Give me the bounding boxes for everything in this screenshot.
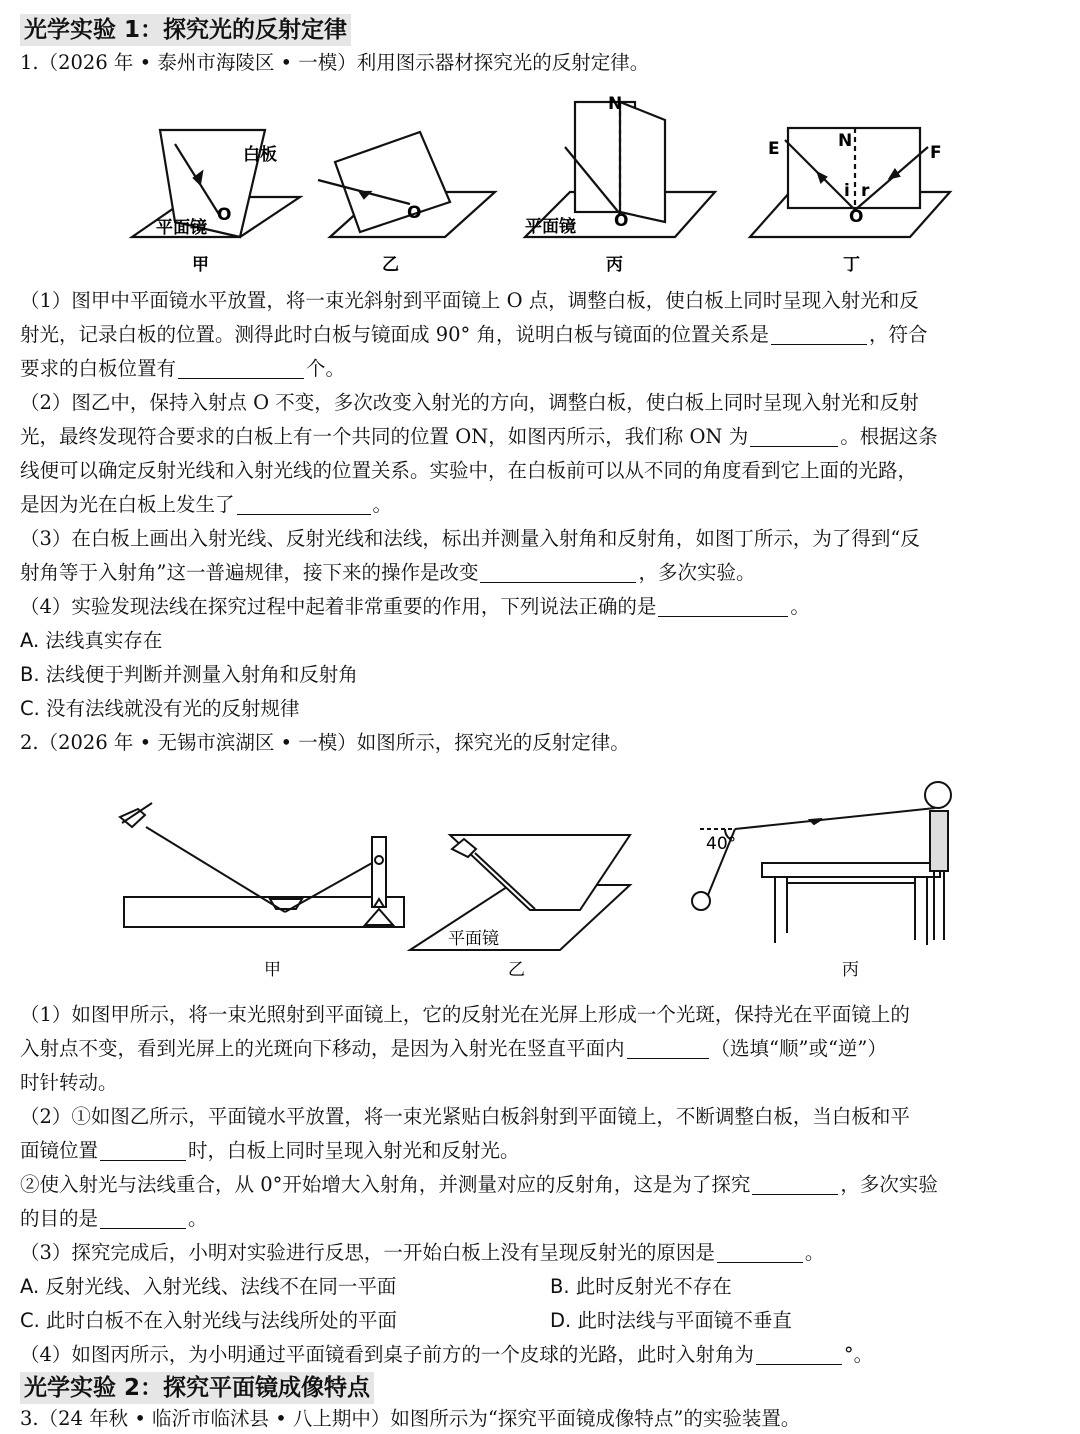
answer-blank[interactable]: [752, 1172, 838, 1195]
caption-bing: 丙: [606, 255, 623, 275]
q1-part3-line1: （3）在白板上画出入射光线、反射光线和法线，标出并测量入射角和反射角，如图丁所示，为了得到“反: [20, 527, 920, 550]
q2-part1-line3: 时针转动。: [20, 1071, 118, 1094]
caption-jia: 甲: [192, 255, 209, 275]
answer-blank[interactable]: [717, 1240, 803, 1263]
answer-blank[interactable]: [658, 594, 788, 617]
question-2-stem: 2.（2026 年 • 无锡市滨湖区 • 一模）如图所示，探究光的反射定律。: [20, 731, 630, 754]
q2-part4-line1: （4）如图丙所示，为小明通过平面镜看到桌子前方的一个皮球的光路，此时入射角为 °。: [20, 1343, 874, 1366]
q2-part2-line2: 面镜位置 时，白板上同时呈现入射光和反射光。: [20, 1139, 520, 1162]
q1-part1-line1: （1）图甲中平面镜水平放置，将一束光斜射到平面镜上 O 点，调整白板，使白板上同时呈现入射光和反: [20, 289, 919, 312]
q2-part1-line2: 入射点不变，看到光屏上的光斑向下移动，是因为入射光在竖直平面内 （选填“顺”或“逆”）: [20, 1037, 887, 1060]
q2-part2-line3: ②使入射光与法线重合，从 0°开始增大入射角，并测量对应的反射角，这是为了探究 ，多次实验: [20, 1173, 938, 1196]
q1-part1-line3: 要求的白板位置有 个。: [20, 357, 346, 380]
label-n-ding: N: [838, 131, 853, 151]
caption2-bing: 丙: [842, 960, 859, 980]
q1-part2-line3: 线便可以确定反射光线和入射光线的位置关系。实验中，在白板前可以从不同的角度看到它上面的光路，: [20, 459, 918, 482]
answer-blank[interactable]: [756, 1342, 842, 1365]
question-3-stem: 3.（24 年秋 • 临沂市临沭县 • 八上期中）如图所示为“探究平面镜成像特点”的实验装置。: [20, 1407, 801, 1430]
section-title-2: 光学实验 2：探究平面镜成像特点: [20, 1372, 374, 1404]
q1-part2-line4: 是因为光在白板上发生了 。: [20, 493, 393, 516]
q2-part2-line1: （2）①如图乙所示，平面镜水平放置，将一束光紧贴白板斜射到平面镜上，不断调整白板，当白板和平: [20, 1105, 910, 1128]
label-f-ding: F: [930, 143, 942, 163]
caption2-yi: 乙: [508, 960, 525, 980]
figure-2-bing: [692, 782, 951, 945]
label-i-ding: i: [844, 181, 850, 201]
figure-2-yi: [410, 835, 630, 950]
q1-option-b[interactable]: B. 法线便于判断并测量入射角和反射角: [20, 663, 358, 686]
label-o-ding: O: [849, 207, 864, 227]
q2-option-a[interactable]: A. 反射光线、入射光线、法线不在同一平面: [20, 1275, 397, 1298]
q1-option-a[interactable]: A. 法线真实存在: [20, 629, 163, 652]
q1-part1-line2: 射光，记录白板的位置。测得此时白板与镜面成 90° 角，说明白板与镜面的位置关系是 ，符合: [20, 323, 928, 346]
label-angle-40: 40°: [706, 834, 737, 854]
caption2-jia: 甲: [264, 960, 281, 980]
q1-option-c[interactable]: C. 没有法线就没有光的反射规律: [20, 697, 300, 720]
answer-blank[interactable]: [750, 424, 838, 447]
caption-ding: 丁: [843, 255, 860, 275]
section-title-1: 光学实验 1：探究光的反射定律: [20, 14, 351, 46]
label-mirror-yi2: 平面镜: [448, 929, 499, 949]
answer-blank[interactable]: [771, 322, 867, 345]
answer-blank[interactable]: [237, 492, 371, 515]
answer-blank[interactable]: [178, 356, 304, 379]
answer-blank[interactable]: [480, 560, 636, 583]
label-mirror-bing: 平面镜: [525, 217, 576, 237]
q1-part2-line1: （2）图乙中，保持入射点 O 不变，多次改变入射光的方向，调整白板，使白板上同时呈现入射光和反射: [20, 391, 919, 414]
answer-blank[interactable]: [100, 1206, 186, 1229]
q1-part2-line2: 光，最终发现符合要求的白板上有一个共同的位置 ON，如图丙所示，我们称 ON 为 。根据这条: [20, 425, 938, 448]
q2-part3-line1: （3）探究完成后，小明对实验进行反思，一开始白板上没有呈现反射光的原因是 。: [20, 1241, 825, 1264]
label-mirror-jia: 平面镜: [156, 218, 207, 238]
question-1-stem: 1.（2026 年 • 泰州市海陵区 • 一模）利用图示器材探究光的反射定律。: [20, 51, 650, 74]
q2-part1-line1: （1）如图甲所示，将一束光照射到平面镜上，它的反射光在光屏上形成一个光斑，保持光在平面镜上的: [20, 1003, 910, 1026]
q2-option-c[interactable]: C. 此时白板不在入射光线与法线所处的平面: [20, 1309, 398, 1332]
label-r-ding: r: [861, 181, 870, 201]
label-o-yi: O: [407, 203, 422, 223]
answer-blank[interactable]: [627, 1036, 709, 1059]
q2-option-b[interactable]: B. 此时反射光不存在: [550, 1275, 732, 1298]
label-board: 白板: [243, 145, 277, 165]
label-o-jia: O: [217, 205, 232, 225]
answer-blank[interactable]: [100, 1138, 186, 1161]
label-o-bing: O: [614, 211, 629, 231]
q2-part2-line4: 的目的是 。: [20, 1207, 208, 1230]
figure-2-jia: [120, 803, 404, 927]
label-n-bing: N: [608, 94, 623, 114]
q1-part3-line2: 射角等于入射角”这一普遍规律，接下来的操作是改变 ，多次实验。: [20, 561, 756, 584]
q2-option-d[interactable]: D. 此时法线与平面镜不垂直: [550, 1309, 792, 1332]
q1-part4-line1: （4）实验发现法线在探究过程中起着非常重要的作用，下列说法正确的是 。: [20, 595, 810, 618]
caption-yi: 乙: [382, 255, 399, 275]
question-1-figures: [120, 92, 970, 282]
question-2-figures: [110, 775, 990, 990]
label-e-ding: E: [768, 139, 780, 159]
